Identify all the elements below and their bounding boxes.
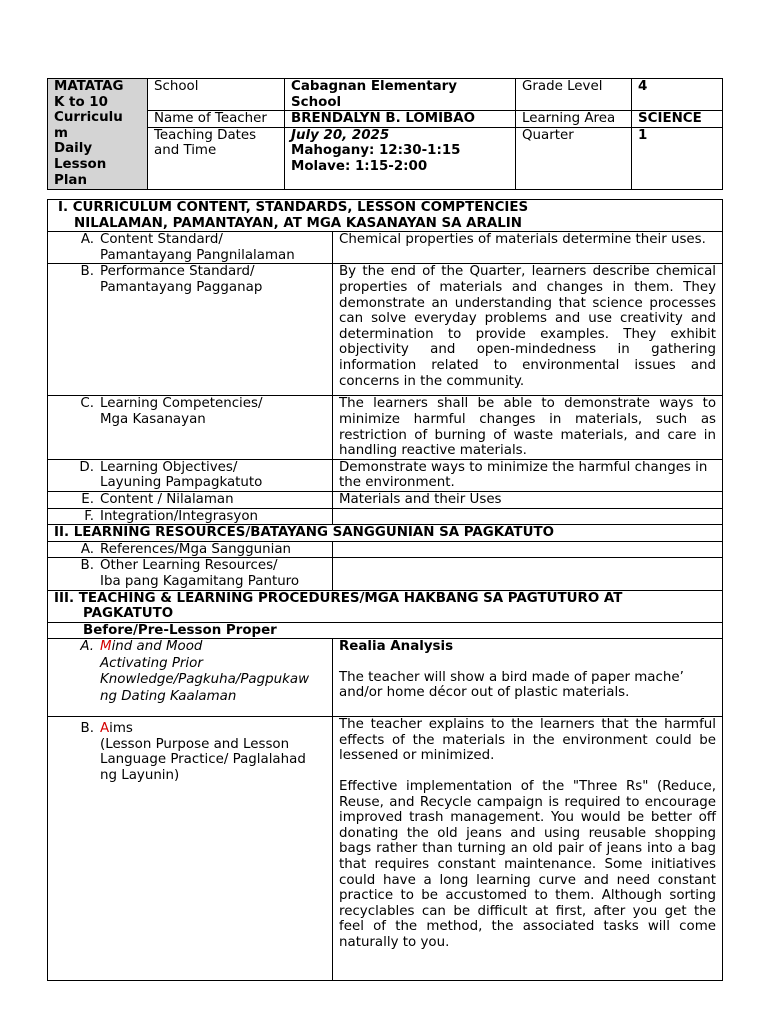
item-letter: B. [80, 721, 94, 737]
item-letter: B. [80, 264, 94, 280]
other-resources-value [333, 558, 723, 590]
time-slot: Molave: 1:15-2:00 [291, 158, 428, 174]
program-line: Curriculu [54, 110, 123, 126]
section-1-heading [48, 200, 723, 232]
area-value: SCIENCE [632, 111, 723, 128]
other-resources-label [48, 558, 333, 590]
item-label: Mga Kasanayan [100, 411, 206, 427]
item-label: Content Standard/ [100, 232, 223, 248]
item-letter: A. [80, 639, 94, 655]
item-letter: E. [81, 491, 94, 507]
item-label: ng Layunin) [100, 768, 180, 784]
content-standard-label [48, 232, 333, 264]
learning-objectives-value: Demonstrate ways to minimize the harmful changes in the environment. [333, 459, 723, 491]
aims-paragraph: Effective implementation of the "Three Rs" (Reduce, Reuse, and Recycle campaign is required to encourage improved trash management. You would be better off donating the old jeans and using reusable shopping bags rather than turning an old pair of jeans into a bag that requires constant maintenance. Some initiatives could have a long learning curve and need constant practice to be accustomed to them. Although sorting recyclables can be difficult at first, after you get the feel of the method, the associated tasks will come naturally to you. [339, 779, 717, 950]
item-label: Performance Standard/ [100, 264, 255, 280]
item-label: Iba pang Kagamitang Panturo [100, 573, 300, 589]
header-table [47, 78, 723, 190]
item-label: Layuning Pampagkatuto [100, 475, 263, 491]
time-slot: Mahogany: 12:30-1:15 [291, 143, 461, 159]
content-standard-value: Chemical properties of materials determine their uses. [333, 232, 723, 264]
item-letter: B. [80, 558, 94, 574]
realia-title: Realia Analysis [339, 639, 454, 655]
teacher-value: BRENDALYN B. LOMIBAO [285, 111, 516, 128]
dates-label-line: Teaching Dates [154, 127, 257, 143]
section-title: III. TEACHING & LEARNING PROCEDURES/MGA HAKBANG SA PAGTUTURO AT [54, 590, 623, 606]
aims-label [48, 717, 333, 981]
item-letter: D. [79, 459, 94, 475]
program-line: Plan [54, 172, 87, 188]
section-2-heading: II. LEARNING RESOURCES/BATAYANG SANGGUNIAN SA PAGKATUTO [48, 525, 723, 542]
item-label: Learning Objectives/ [100, 459, 238, 475]
school-label: School [148, 79, 285, 111]
item-letter: A. [80, 541, 94, 557]
date-value: July 20, 2025 [291, 127, 390, 143]
item-letter: A. [80, 232, 94, 248]
item-label: ng Dating Kaalaman [100, 689, 237, 705]
highlight-letter: A [100, 721, 110, 737]
grade-value: 4 [632, 79, 723, 111]
item-label: Pamantayang Pagganap [100, 279, 263, 295]
program-line: m [54, 125, 68, 141]
program-cell [48, 79, 148, 190]
mind-and-mood-value [333, 639, 723, 717]
references-label [48, 541, 333, 558]
dates-label-line: and Time [154, 143, 217, 159]
item-label: Learning Competencies/ [100, 396, 263, 412]
item-letter: C. [80, 396, 94, 412]
realia-text: The teacher will show a bird made of paper mache’ and/or home décor out of plastic materials. [339, 669, 684, 701]
learning-objectives-label [48, 459, 333, 491]
program-line: Lesson [54, 156, 107, 172]
program-line: K to 10 [54, 94, 108, 110]
dates-label [148, 127, 285, 189]
item-letter: F. [84, 508, 94, 524]
item-label: (Lesson Purpose and Lesson [100, 736, 290, 752]
pre-lesson-subheading: Before/Pre-Lesson Proper [48, 622, 723, 639]
quarter-value: 1 [632, 127, 723, 189]
school-value [285, 79, 516, 111]
performance-standard-label [48, 264, 333, 396]
integration-value [333, 508, 723, 525]
item-label: Activating Prior [100, 655, 203, 671]
quarter-label: Quarter [516, 127, 632, 189]
integration-label [48, 508, 333, 525]
school-value-line: Cabagnan Elementary [291, 79, 457, 94]
item-label: Other Learning Resources/ [100, 558, 278, 574]
aims-value [333, 717, 723, 981]
item-label: ims [109, 721, 133, 737]
item-label: Language Practice/ Paglalahad [100, 752, 306, 768]
item-label: Content / Nilalaman [100, 491, 234, 507]
grade-label: Grade Level [516, 79, 632, 111]
program-line: MATATAG [54, 79, 124, 94]
item-label: Integration/Integrasyon [100, 508, 259, 524]
section-title: I. CURRICULUM CONTENT, STANDARDS, LESSON COMPTENCIES [58, 200, 529, 215]
area-label: Learning Area [516, 111, 632, 128]
content-value: Materials and their Uses [333, 491, 723, 508]
performance-standard-value: By the end of the Quarter, learners describe chemical properties of materials and changes in them. They demonstrate an understanding that science processes can solve everyday problems and use creativity and determination to provide examples. They exhibit objectivity and open-mindedness in gathering information related to environmental issues and concerns in the community. [333, 264, 723, 396]
mind-and-mood-label [48, 639, 333, 717]
learning-competencies-label [48, 396, 333, 459]
program-line: Daily [54, 141, 93, 157]
dates-value [285, 127, 516, 189]
content-label [48, 491, 333, 508]
teacher-label: Name of Teacher [148, 111, 285, 128]
item-label: References/Mga Sanggunian [100, 541, 292, 557]
section-title: NILALAMAN, PAMANTAYAN, AT MGA KASANAYAN SA ARALIN [74, 215, 522, 231]
item-label: Knowledge/Pagkuha/Pagpukaw [100, 672, 310, 688]
school-value-line: School [291, 94, 342, 110]
aims-paragraph: The teacher explains to the learners that the harmful effects of the materials in the environment could be lessened or minimized. [339, 717, 717, 764]
highlight-letter: M [100, 639, 112, 655]
main-table [47, 199, 723, 981]
section-title: PAGKATUTO [83, 606, 174, 622]
references-value [333, 541, 723, 558]
item-label: Pamantayang Pangnilalaman [100, 247, 295, 263]
item-label: ind and Mood [111, 639, 203, 655]
learning-competencies-value: The learners shall be able to demonstrate ways to minimize harmful changes in materials, such as restriction of burning of waste materials, and care in handling reactive materials. [333, 396, 723, 459]
section-3-heading [48, 590, 723, 622]
